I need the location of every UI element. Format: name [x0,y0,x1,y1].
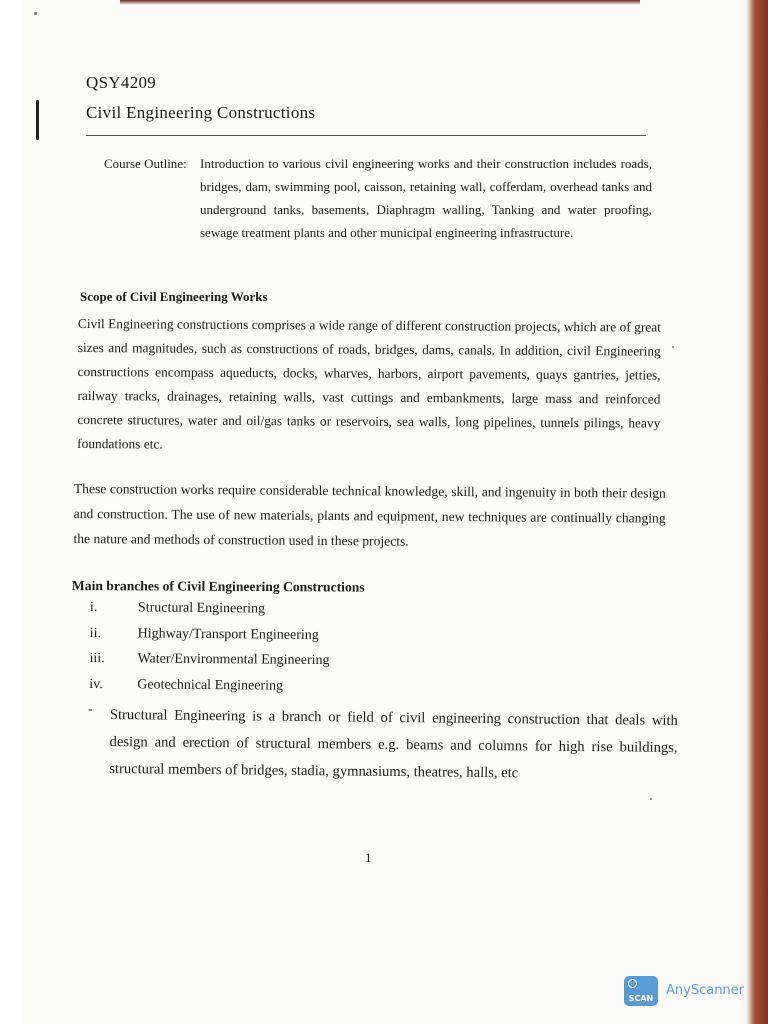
course-code: QSY4209 [86,73,157,92]
scan-speck [34,12,37,15]
list-number: ii. [89,625,102,641]
top-shadow-edge [120,0,640,5]
works-paragraph: These construction works require considerable technical knowledge, skill, and ingenuity in both their design and construction. The use of new materials, plants and equipment, new techniques are continually changing the nature and methods of construction used in these projects. [73,480,666,549]
header-divider [86,135,646,136]
outline-text: Introduction to various civil engineering works and their construction includes roads, bridges, dam, swimming pool, caisson, retaining wall, cofferdam, overhead tanks and underground tanks, basements, Diaphragm walling, Tanking and water proofing, sewage treatment plants and other municipal engineering infrastructure. [200,156,652,240]
structural-description: Structural Engineering is a branch or field of civil engineering construction that deals with design and erection of structural members e.g. beams and columns for high rise buildings, structural members of bridges, stadia, gymnasiums, theatres, halls, etc [109,706,678,782]
list-label: Geotechnical Engineering [137,676,284,694]
list-label: Structural Engineering [137,600,266,617]
scanner-watermark: AnyScanner [666,983,745,998]
scan-speck [672,346,674,348]
scope-paragraph: Civil Engineering constructions comprises a wide range of different construction projects, which are of great sizes and magnitudes, such as constructions of roads, bridges, dams, canals. In addition, civil Engineering constructions encompass aqueducts, docks, wharves, harbors, airport pavements, quays gantries, jetties, railway tracks, drainages, retaining walls, vast cuttings and embankments, large mass and reinforced concrete structures, water and oil/gas tanks or reservoirs, sea walls, long pipelines, tunnels pilings, heavy foundations etc. [77,315,661,452]
list-item [89,676,489,705]
list-number: iv. [89,676,103,692]
scope-heading: Scope of Civil Engineering Works [80,289,268,304]
list-label: Water/Environmental Engineering [137,651,330,669]
scanner-app-icon [624,976,658,1006]
list-item [90,625,490,654]
scan-speck [650,798,652,800]
badge-text: SCAN [628,994,654,1003]
page-number: 1 [365,850,372,865]
list-item [89,651,489,680]
table-surface-edge [738,0,768,1024]
list-label: Highway/Transport Engineering [137,625,319,643]
branches-heading: Main branches of Civil Engineering Constructions [71,578,365,595]
list-item [90,600,490,629]
course-title: Civil Engineering Constructions [86,103,316,122]
branches-list [89,600,490,705]
list-number: iii. [89,650,105,667]
outline-label: Course Outline: [104,156,187,171]
list-number: i. [89,600,98,616]
scan-mark [36,100,39,140]
bullet-dash: - [88,702,93,717]
